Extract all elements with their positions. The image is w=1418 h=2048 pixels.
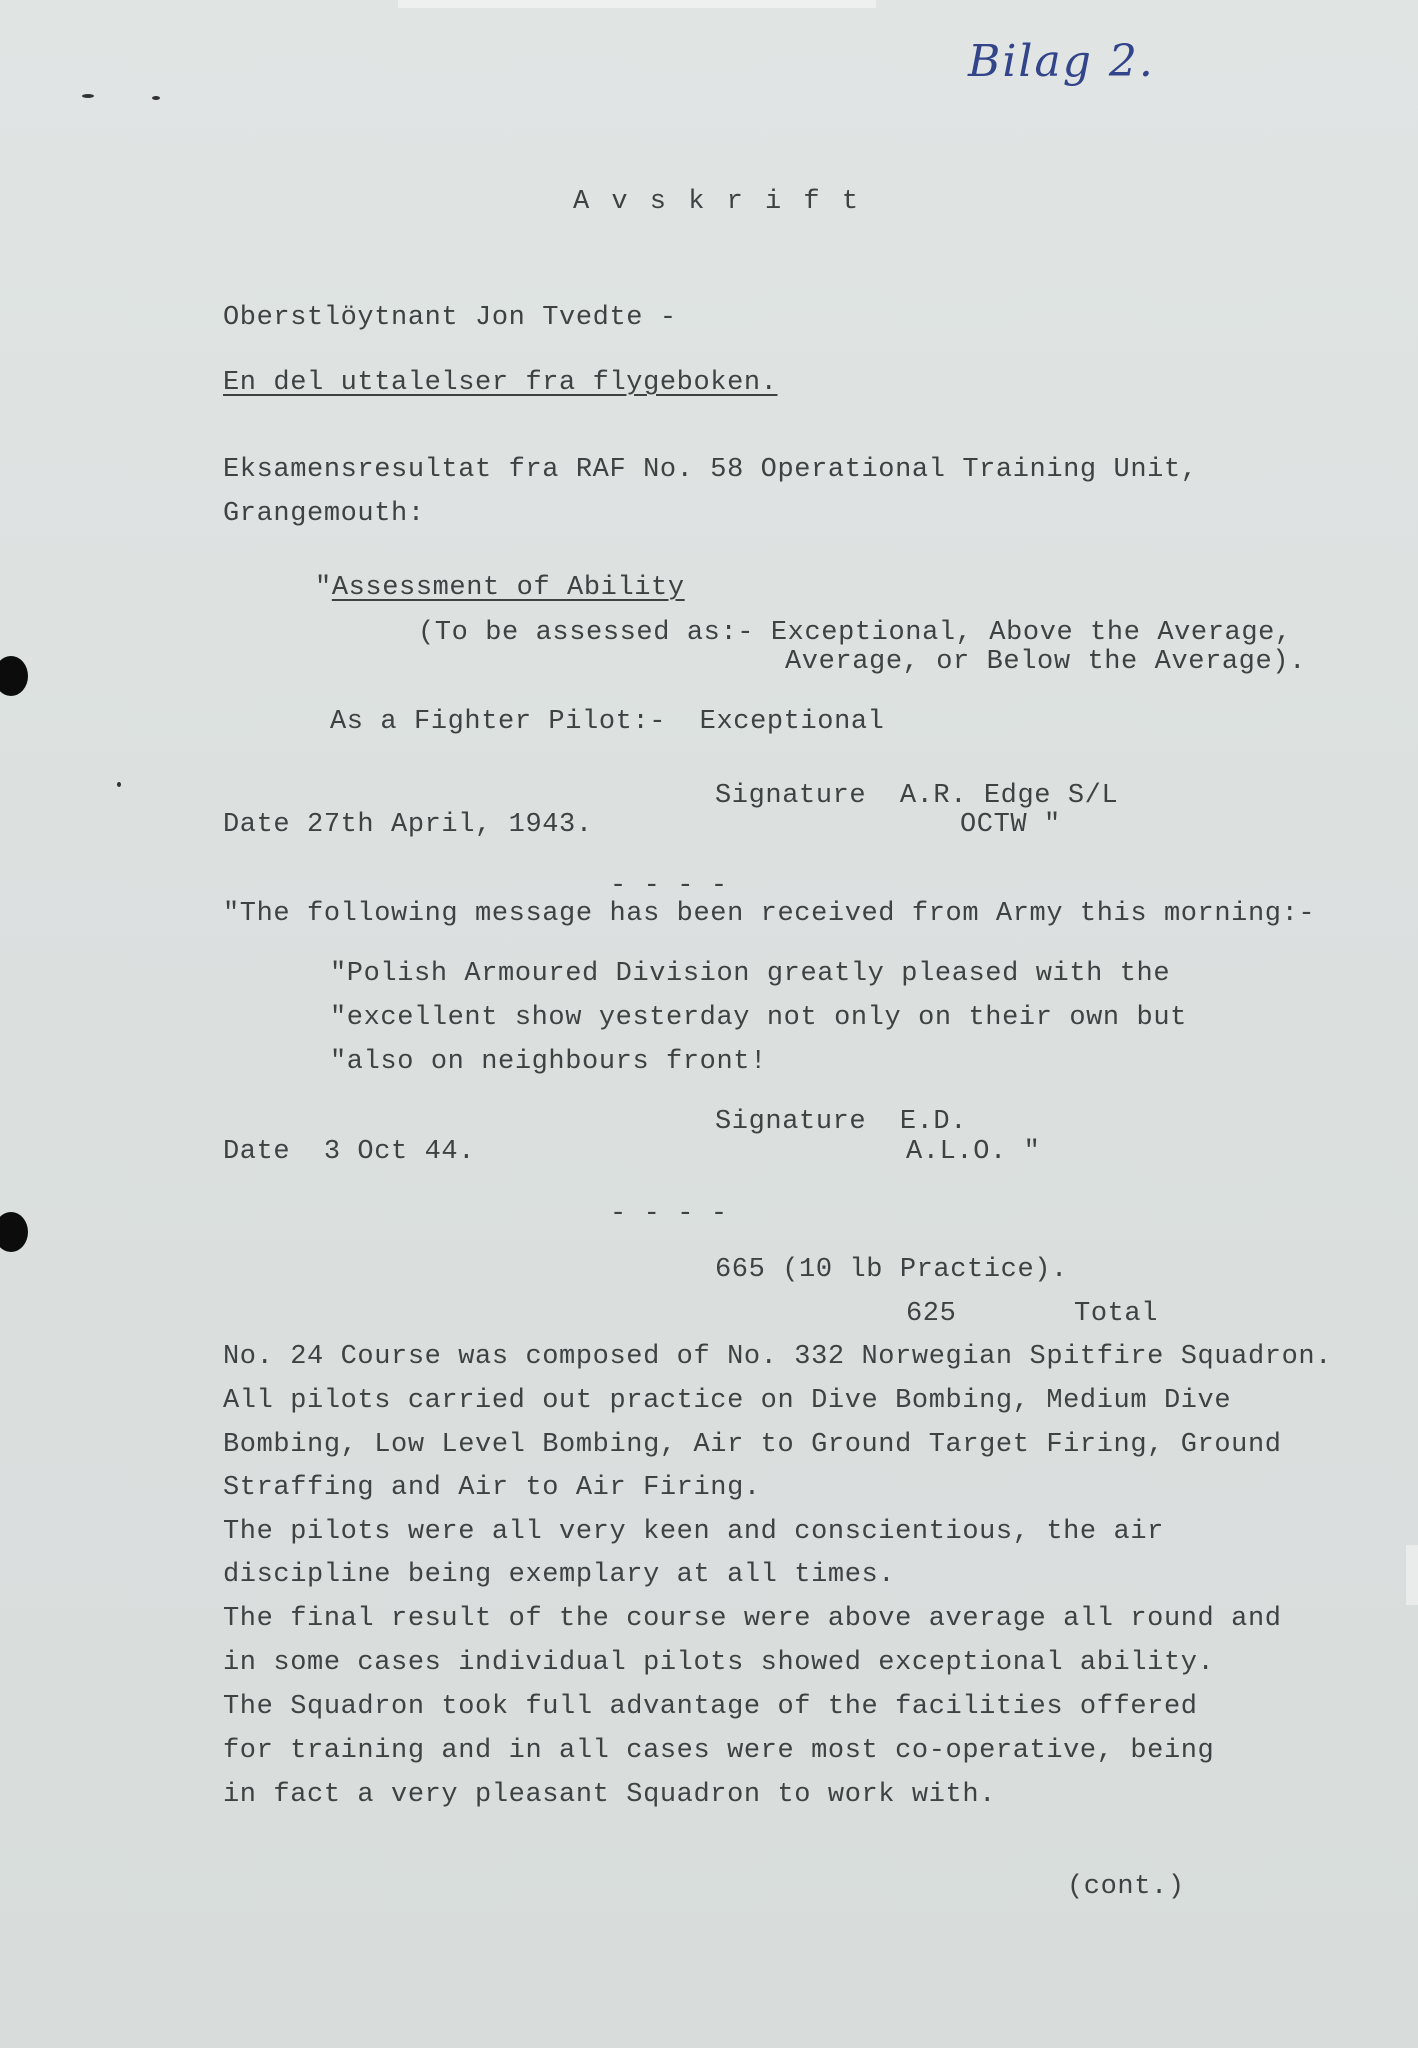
- paper-edge: [1406, 1545, 1418, 1605]
- continued-note: (cont.): [1067, 1872, 1185, 1902]
- report-line: The final result of the course were above average all round and: [223, 1604, 1282, 1634]
- separator: - - - -: [610, 1199, 728, 1229]
- message-quote-line: "also on neighbours front!: [330, 1047, 767, 1077]
- assessment-title: Assessment of Ability: [331, 573, 685, 603]
- ink-speck: [152, 96, 160, 100]
- assessment-scale-line: (To be assessed as:- Exceptional, Above the Average,: [418, 618, 1292, 648]
- report-line: in some cases individual pilots showed exceptional ability.: [223, 1648, 1215, 1678]
- report-line: All pilots carried out practice on Dive Bombing, Medium Dive: [223, 1386, 1232, 1416]
- message-quote-line: "excellent show yesterday not only on their own but: [330, 1003, 1187, 1033]
- subject-name: Oberstlöytnant Jon Tvedte -: [223, 303, 677, 333]
- score-total: 625 Total: [906, 1299, 1159, 1329]
- message-date: Date 3 Oct 44.: [223, 1137, 476, 1167]
- exam-intro-line: Eksamensresultat fra RAF No. 58 Operational Training Unit,: [223, 455, 1198, 485]
- report-line: No. 24 Course was composed of No. 332 Norwegian Spitfire Squadron.: [223, 1342, 1332, 1372]
- report-line: Straffing and Air to Air Firing.: [223, 1473, 761, 1503]
- separator: - - - -: [610, 871, 728, 901]
- exam-signature: Signature A.R. Edge S/L: [715, 781, 1119, 811]
- report-line: Bombing, Low Level Bombing, Air to Ground Target Firing, Ground: [223, 1430, 1282, 1460]
- paper-edge: [398, 0, 876, 8]
- exam-intro-line: Grangemouth:: [223, 499, 425, 529]
- exam-date: Date 27th April, 1943.: [223, 810, 593, 840]
- exam-unit: OCTW ": [960, 810, 1061, 840]
- assessment-heading: [315, 572, 685, 604]
- report-line: The Squadron took full advantage of the facilities offered: [223, 1692, 1198, 1722]
- score-line: 665 (10 lb Practice).: [715, 1255, 1068, 1285]
- message-intro: "The following message has been received from Army this morning:-: [223, 899, 1316, 929]
- punch-hole-icon: [0, 656, 28, 696]
- handwritten-annotation: Bilag 2.: [968, 36, 1155, 87]
- report-line: The pilots were all very keen and conscientious, the air: [223, 1517, 1164, 1547]
- ink-speck: [82, 94, 94, 98]
- message-signature: Signature E.D.: [715, 1107, 968, 1137]
- document-heading: A v s k r i f t: [573, 187, 862, 217]
- report-line: in fact a very pleasant Squadron to work with.: [223, 1780, 996, 1810]
- report-line: for training and in all cases were most co-operative, being: [223, 1736, 1215, 1766]
- quote-mark: ": [315, 573, 332, 603]
- punch-hole-icon: [0, 1212, 28, 1252]
- report-line: discipline being exemplary at all times.: [223, 1560, 896, 1590]
- message-unit: A.L.O. ": [906, 1137, 1041, 1167]
- message-quote-line: "Polish Armoured Division greatly pleased with the: [330, 959, 1171, 989]
- ink-speck: [117, 782, 121, 787]
- fighter-pilot-rating: As a Fighter Pilot:- Exceptional: [330, 707, 885, 737]
- assessment-scale-line: Average, or Below the Average).: [785, 647, 1306, 677]
- subject-subtitle: En del uttalelser fra flygeboken.: [223, 368, 778, 398]
